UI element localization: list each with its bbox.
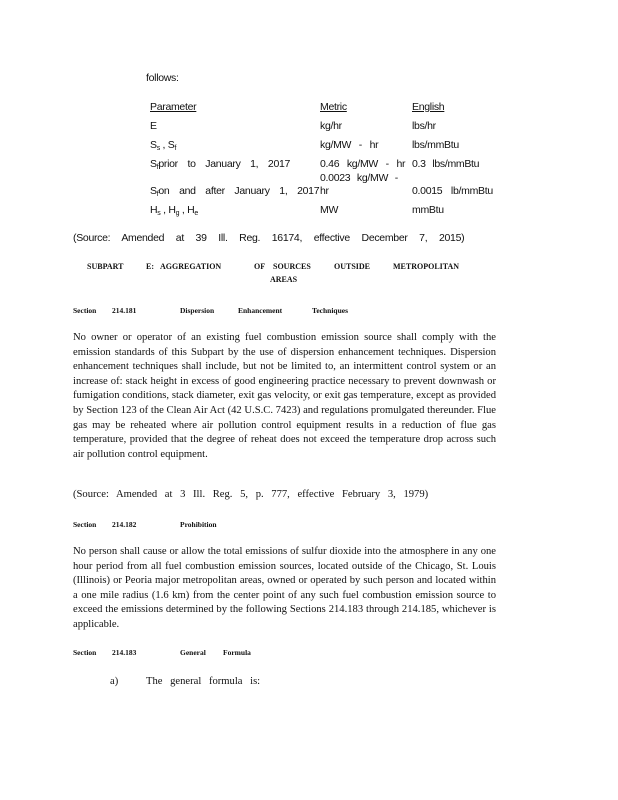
section-214-181-body: No owner or operator of an existing fuel combustion emission source shall comply with the emission standards of this Subpart by the use of dispersion enhancement techniques. Dispersion enhancement techniques shall include, but not be limited to, an intermittent control system or an increase of: stack height in excess of good engineering practice necessary to prevent downwash or fumigation conditions, stack diameter, exit gas velocity, or exit gas temperature, except as provided by Section 123 of the Clean Air Act (42 U.S.C. 7423) and regulations promulgated thereunder. Flue gas may be reheated where air pollution control equipment results in a reduction of flue gas temperature, provided that the degree of reheat does not exceed the temperature drop across such air pollution control equipment. — [73, 332, 496, 460]
param-sf-prior: $S_fprior$ to January 1, 2017 — [150, 158, 291, 171]
source-note-2: (Source: Amended at 3 Ill. Reg. 5, p. 777, effective February 3, 1979) — [73, 489, 429, 500]
param-e: E — [150, 120, 157, 132]
section-214-182-body: No person shall cause or allow the total emissions of sulfur dioxide into the atmosphere in any one hour period from all fuel combustion emission sources, located outside of the Chicago, St. Louis (Illinois) or Peoria major metropolitan areas, owned or operated by such person and located within a one mile radius (1.6 km) from the center point of any such fuel combustion emission source to exceed the emissions determined by the following Sections 214.183 through 214.185, whichever is applicable. — [73, 546, 496, 630]
source-note-1: (Source: Amended at 39 Ill. Reg. 16174, effective December 7, 2015) — [73, 232, 465, 244]
header-english: English — [412, 101, 445, 113]
param-ss-sf: $S_s$ , $S_f$ — [150, 139, 177, 152]
metric-sf-prior: 0.46 kg/MW - hr — [320, 158, 406, 170]
param-sf-after: $S_fon$ and after January 1, 2017 — [150, 185, 320, 198]
item-a-text: The general formula is: — [146, 676, 261, 687]
english-ss-sf: lbs/mmBtu — [412, 139, 459, 151]
intro-text: follows: — [146, 72, 179, 84]
header-metric: Metric — [320, 101, 347, 113]
metric-h: MW — [320, 204, 339, 216]
metric-ss-sf: kg/MW - hr — [320, 139, 379, 151]
english-sf-after: 0.0015 lb/mmBtu — [412, 185, 493, 197]
metric-sf-after-line1: 0.0023 kg/MW - — [320, 172, 398, 184]
header-parameter: Parameter — [150, 101, 197, 113]
english-e: lbs/hr — [412, 120, 436, 132]
english-h: mmBtu — [412, 204, 444, 216]
metric-sf-after-line2: hr — [320, 185, 329, 197]
item-a-label: a) — [110, 676, 119, 687]
metric-e: kg/hr — [320, 120, 342, 132]
english-sf-prior: 0.3 lbs/mmBtu — [412, 158, 480, 170]
param-h: $H_s$ , $H_g$ , $H_e$ — [150, 204, 198, 217]
